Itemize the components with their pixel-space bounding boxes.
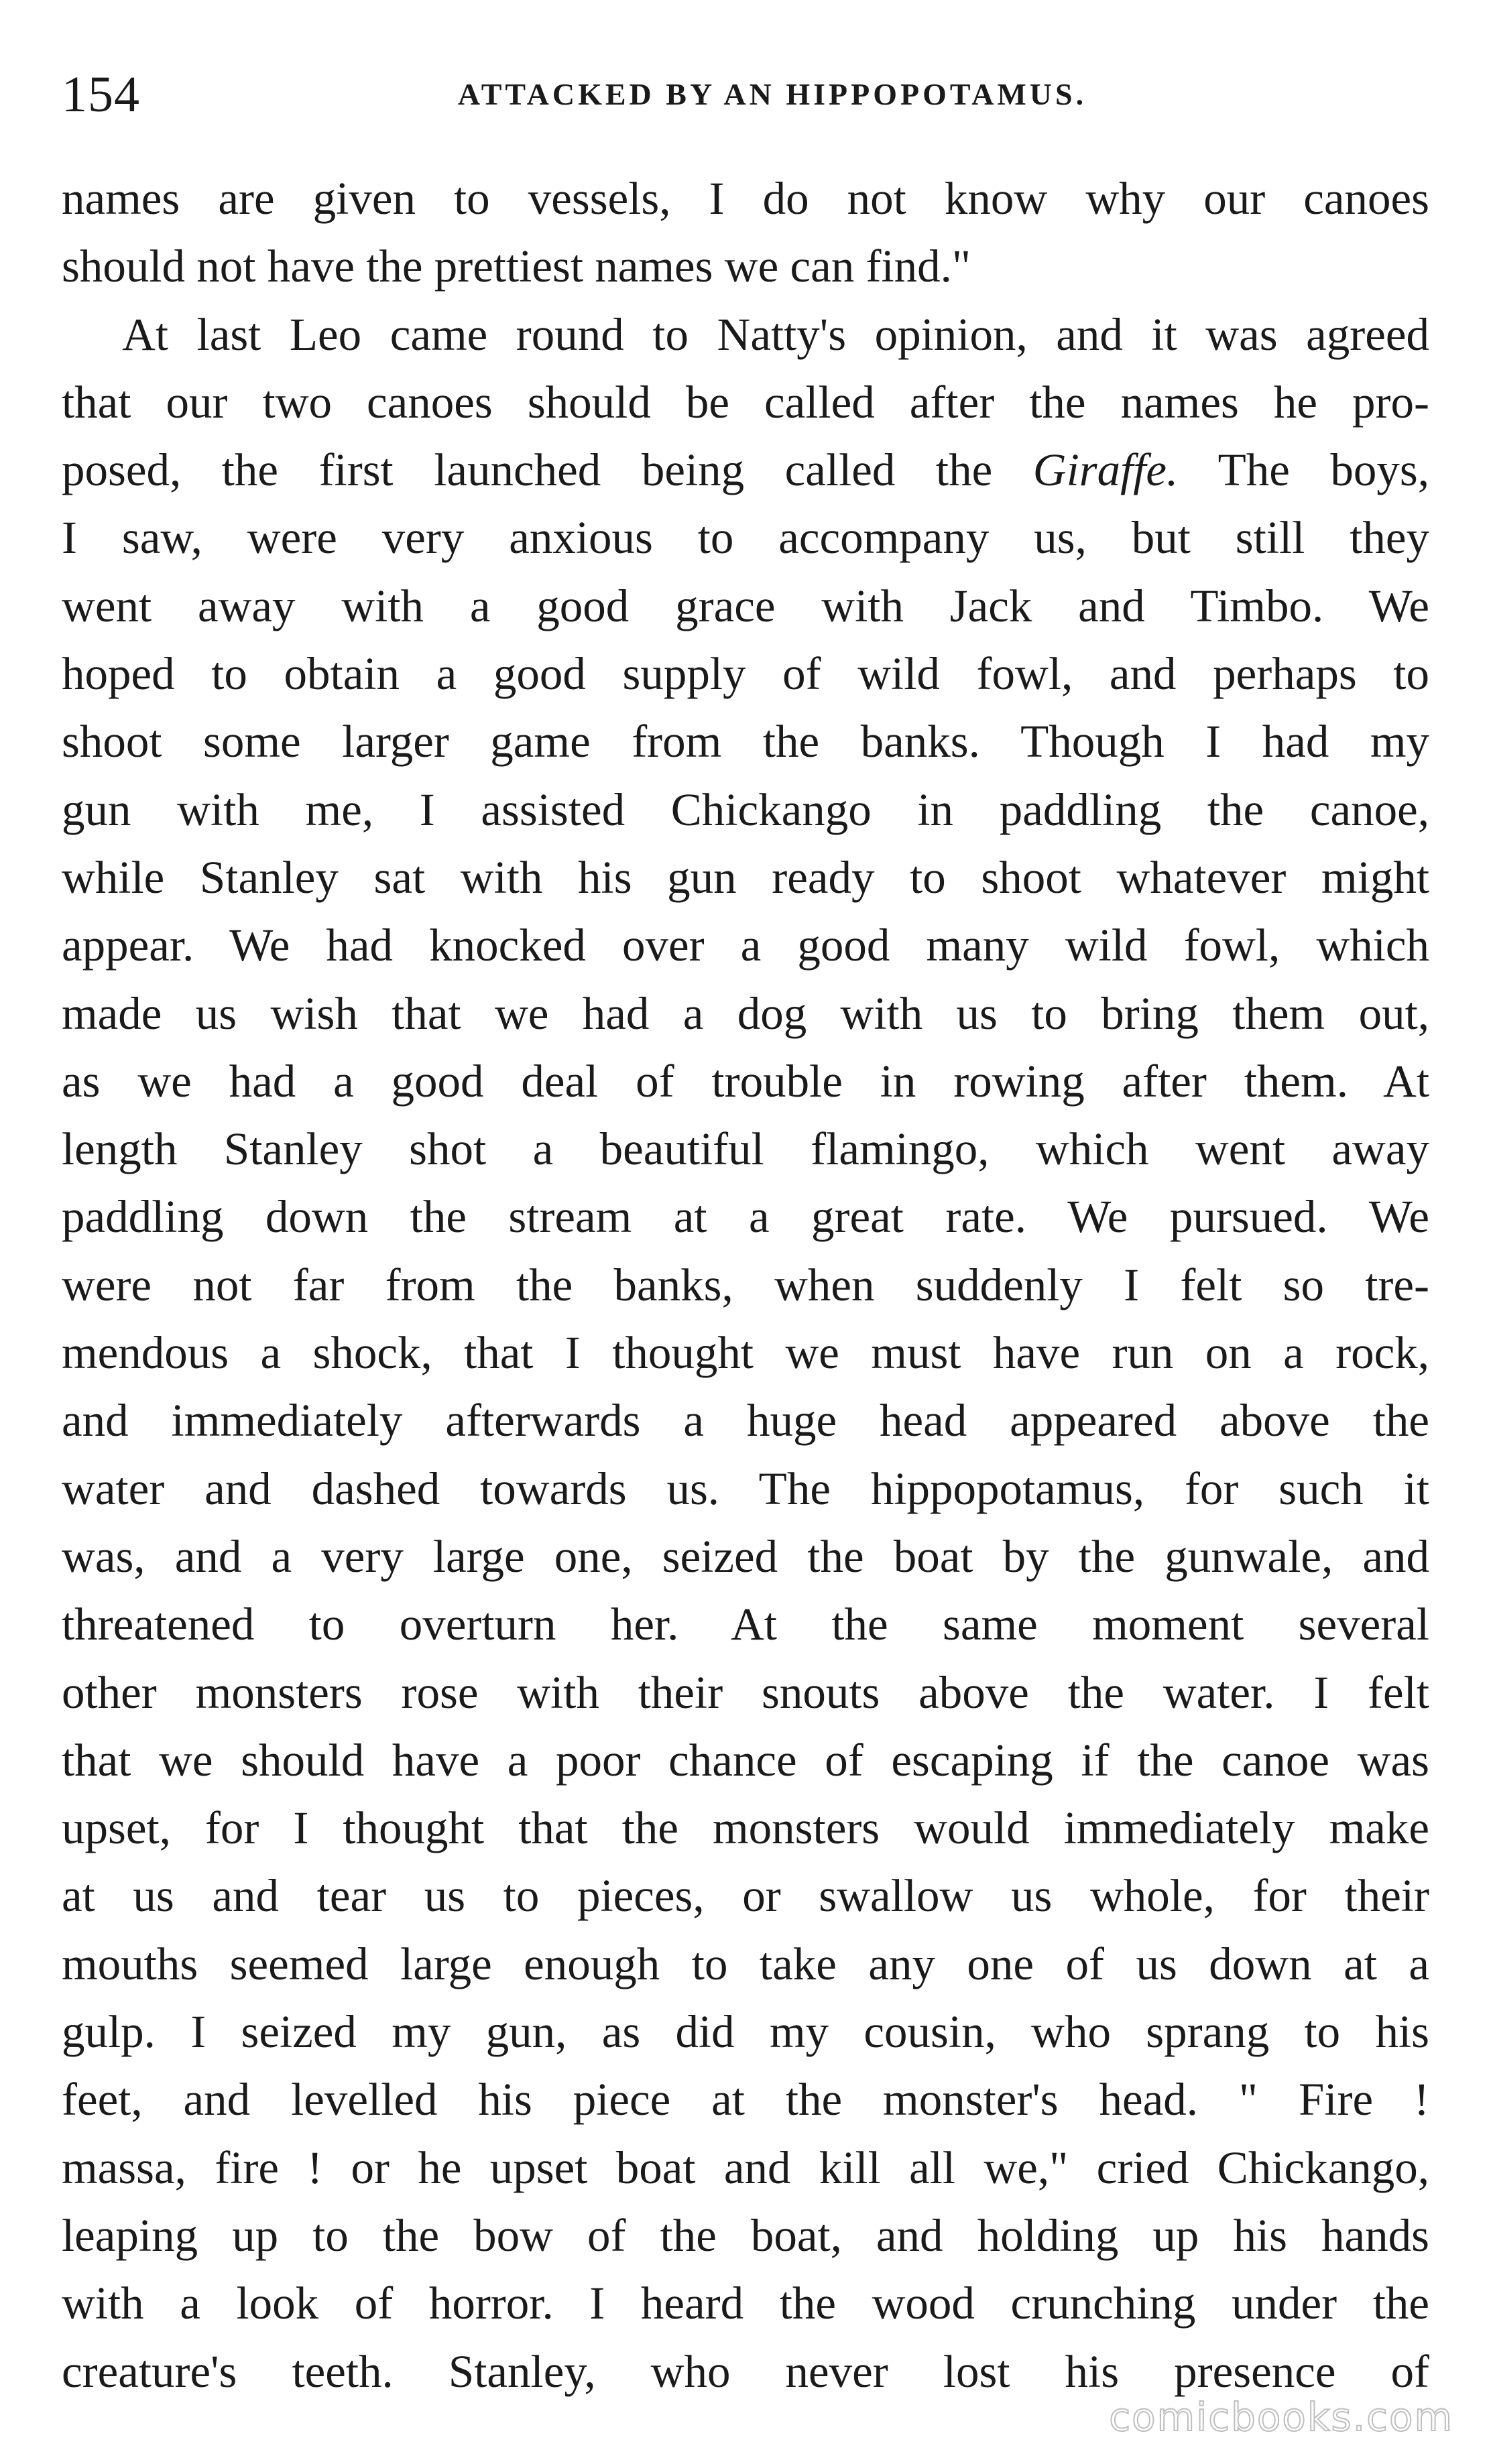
text-line: with a look of horror. I heard the wood crunching under the bbox=[62, 2278, 1429, 2329]
text-line: names are given to vessels, I do not know why our canoes bbox=[62, 173, 1429, 224]
text-line: and immediately afterwards a huge head appeared above the bbox=[62, 1395, 1429, 1446]
text-line: upset, for I thought that the monsters would immediately make bbox=[62, 1802, 1429, 1854]
text-line: water and dashed towards us. The hippopotamus, for such it bbox=[62, 1463, 1429, 1514]
body-text bbox=[62, 165, 1429, 2406]
text-line: while Stanley sat with his gun ready to shoot whatever might bbox=[62, 851, 1429, 903]
text-line: At last Leo came round to Natty's opinion, and it was agreed bbox=[122, 308, 1429, 360]
running-title: ATTACKED BY AN HIPPOPOTAMUS. bbox=[457, 77, 1087, 111]
text-line: feet, and levelled his piece at the monster's head. " Fire ! bbox=[62, 2074, 1429, 2126]
text-line: that we should have a poor chance of escaping if the canoe was bbox=[62, 1734, 1429, 1786]
text-line: other monsters rose with their snouts above the water. I felt bbox=[62, 1666, 1429, 1718]
text-line: made us wish that we had a dog with us to bring them out, bbox=[62, 987, 1429, 1039]
text-line: went away with a good grace with Jack and Timbo. We bbox=[62, 580, 1429, 631]
text-line: were not far from the banks, when suddenly I felt so tre- bbox=[62, 1259, 1429, 1310]
text-line: at us and tear us to pieces, or swallow us whole, for their bbox=[62, 1870, 1429, 1922]
italic-ship-name: Giraffe. bbox=[1032, 444, 1179, 496]
text-segment: posed, the first launched being called the bbox=[62, 444, 1033, 496]
text-line: appear. We had knocked over a good many wild fowl, which bbox=[62, 920, 1429, 971]
text-line: length Stanley shot a beautiful flamingo, which went away bbox=[62, 1123, 1429, 1175]
text-line bbox=[62, 436, 1429, 504]
text-line: mendous a shock, that I thought we must have run on a rock, bbox=[62, 1327, 1429, 1379]
text-line: as we had a good deal of trouble in rowing after them. At bbox=[62, 1055, 1429, 1107]
page-header bbox=[62, 58, 1429, 131]
text-line: shoot some larger game from the banks. Though I had my bbox=[62, 716, 1429, 767]
text-line: should not have the prettiest names we can find." bbox=[62, 241, 971, 292]
text-line: gun with me, I assisted Chickango in paddling the canoe, bbox=[62, 784, 1429, 835]
text-line: hoped to obtain a good supply of wild fowl, and perhaps to bbox=[62, 648, 1429, 700]
text-line: creature's teeth. Stanley, who never lost his presence of bbox=[62, 2345, 1429, 2397]
text-line: paddling down the stream at a great rate. We pursued. We bbox=[62, 1191, 1429, 1243]
text-line: massa, fire ! or he upset boat and kill all we," cried Chickango, bbox=[62, 2142, 1429, 2193]
text-line: mouths seemed large enough to take any one of us down at a bbox=[62, 1938, 1429, 1989]
text-line: gulp. I seized my gun, as did my cousin, who sprang to his bbox=[62, 2006, 1429, 2058]
text-line: was, and a very large one, seized the boat by the gunwale, and bbox=[62, 1530, 1429, 1582]
text-line: I saw, were very anxious to accompany us, but still they bbox=[62, 512, 1429, 564]
text-line: threatened to overturn her. At the same moment several bbox=[62, 1599, 1429, 1650]
page-number: 154 bbox=[62, 66, 140, 123]
watermark: comicbooks.com bbox=[1109, 2394, 1453, 2440]
text-segment: The boys, bbox=[1178, 444, 1429, 496]
text-line: that our two canoes should be called after the names he pro- bbox=[62, 376, 1429, 428]
text-line: leaping up to the bow of the boat, and holding up his hands bbox=[62, 2209, 1429, 2261]
